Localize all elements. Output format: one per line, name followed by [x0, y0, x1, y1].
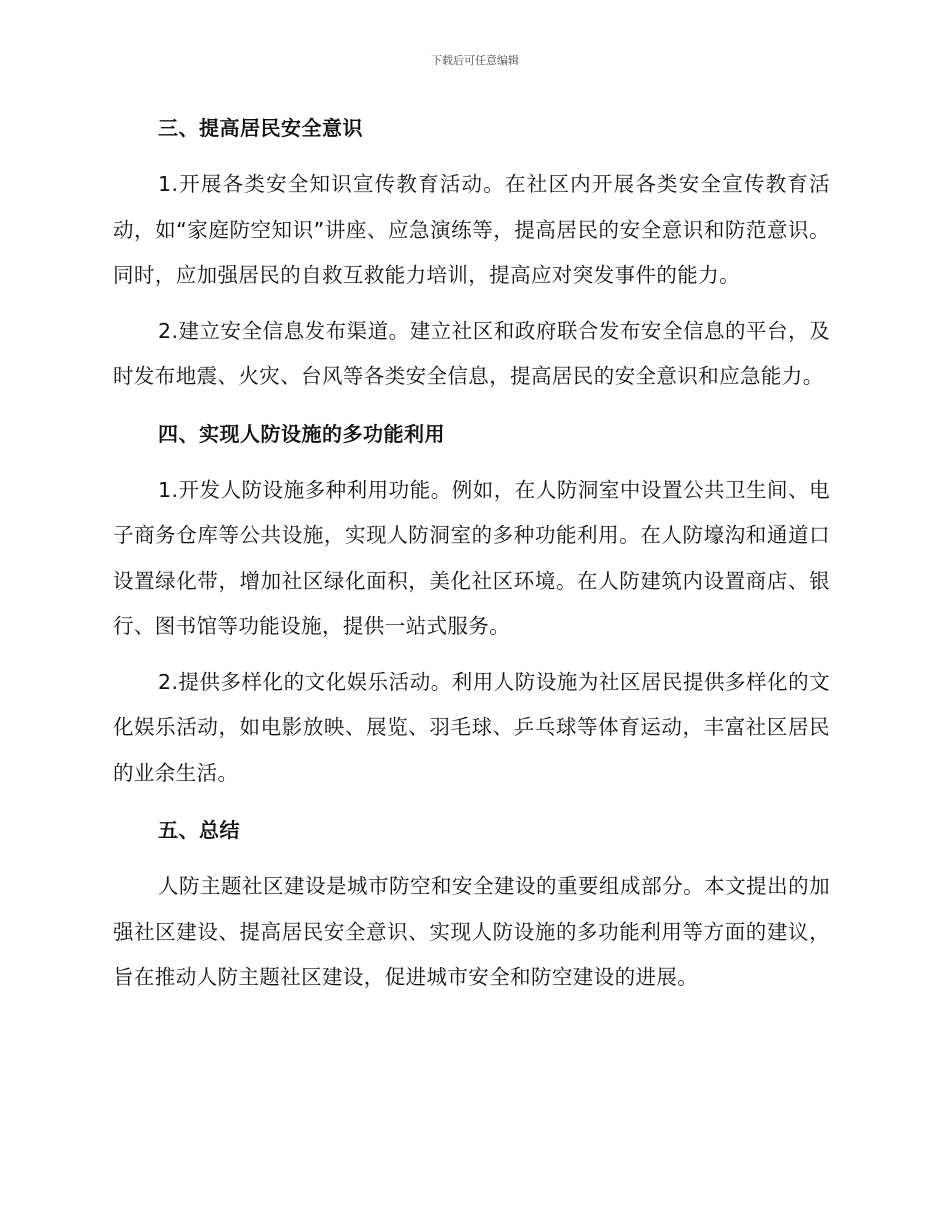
paragraph: 2.建立安全信息发布渠道。建立社区和政府联合发布安全信息的平台，及时发布地震、火灾、台风等各类安全信息，提高居民的安全意识和应急能力。: [113, 318, 830, 388]
paragraph: 1.开展各类安全知识宣传教育活动。在社区内开展各类安全宣传教育活动，如“家庭防空知识”讲座、应急演练等，提高居民的安全意识和防范意识。同时，应加强居民的自救互救能力培训，提高应对突发事件的能力。: [113, 172, 830, 287]
paragraph: 2.提供多样化的文化娱乐活动。利用人防设施为社区居民提供多样化的文化娱乐活动，如电影放映、展览、羽毛球、乒乓球等体育运动，丰富社区居民的业余生活。: [113, 669, 830, 785]
section-heading-summary: 五、总结: [158, 818, 240, 842]
page-header-note: 下载后可任意编辑: [431, 54, 519, 67]
section-heading-multifunction-use: 四、实现人防设施的多功能利用: [158, 421, 445, 446]
paragraph: 1.开发人防设施多种利用功能。例如，在人防洞室中设置公共卫生间、电子商务仓库等公共设施，实现人防洞室的多种功能利用。在人防壕沟和通道口设置绿化带，增加社区绿化面积，美化社区环境。在人防建筑内设置商店、银行、图书馆等功能设施，提供一站式服务。: [113, 477, 830, 638]
paragraph: 人防主题社区建设是城市防空和安全建设的重要组成部分。本文提出的加强社区建设、提高居民安全意识、实现人防设施的多功能利用等方面的建议，旨在推动人防主题社区建设，促进城市安全和防空建设的进展。: [113, 874, 830, 989]
document-body: [113, 112, 830, 1001]
section-heading-safety-awareness: 三、提高居民安全意识: [158, 116, 363, 140]
